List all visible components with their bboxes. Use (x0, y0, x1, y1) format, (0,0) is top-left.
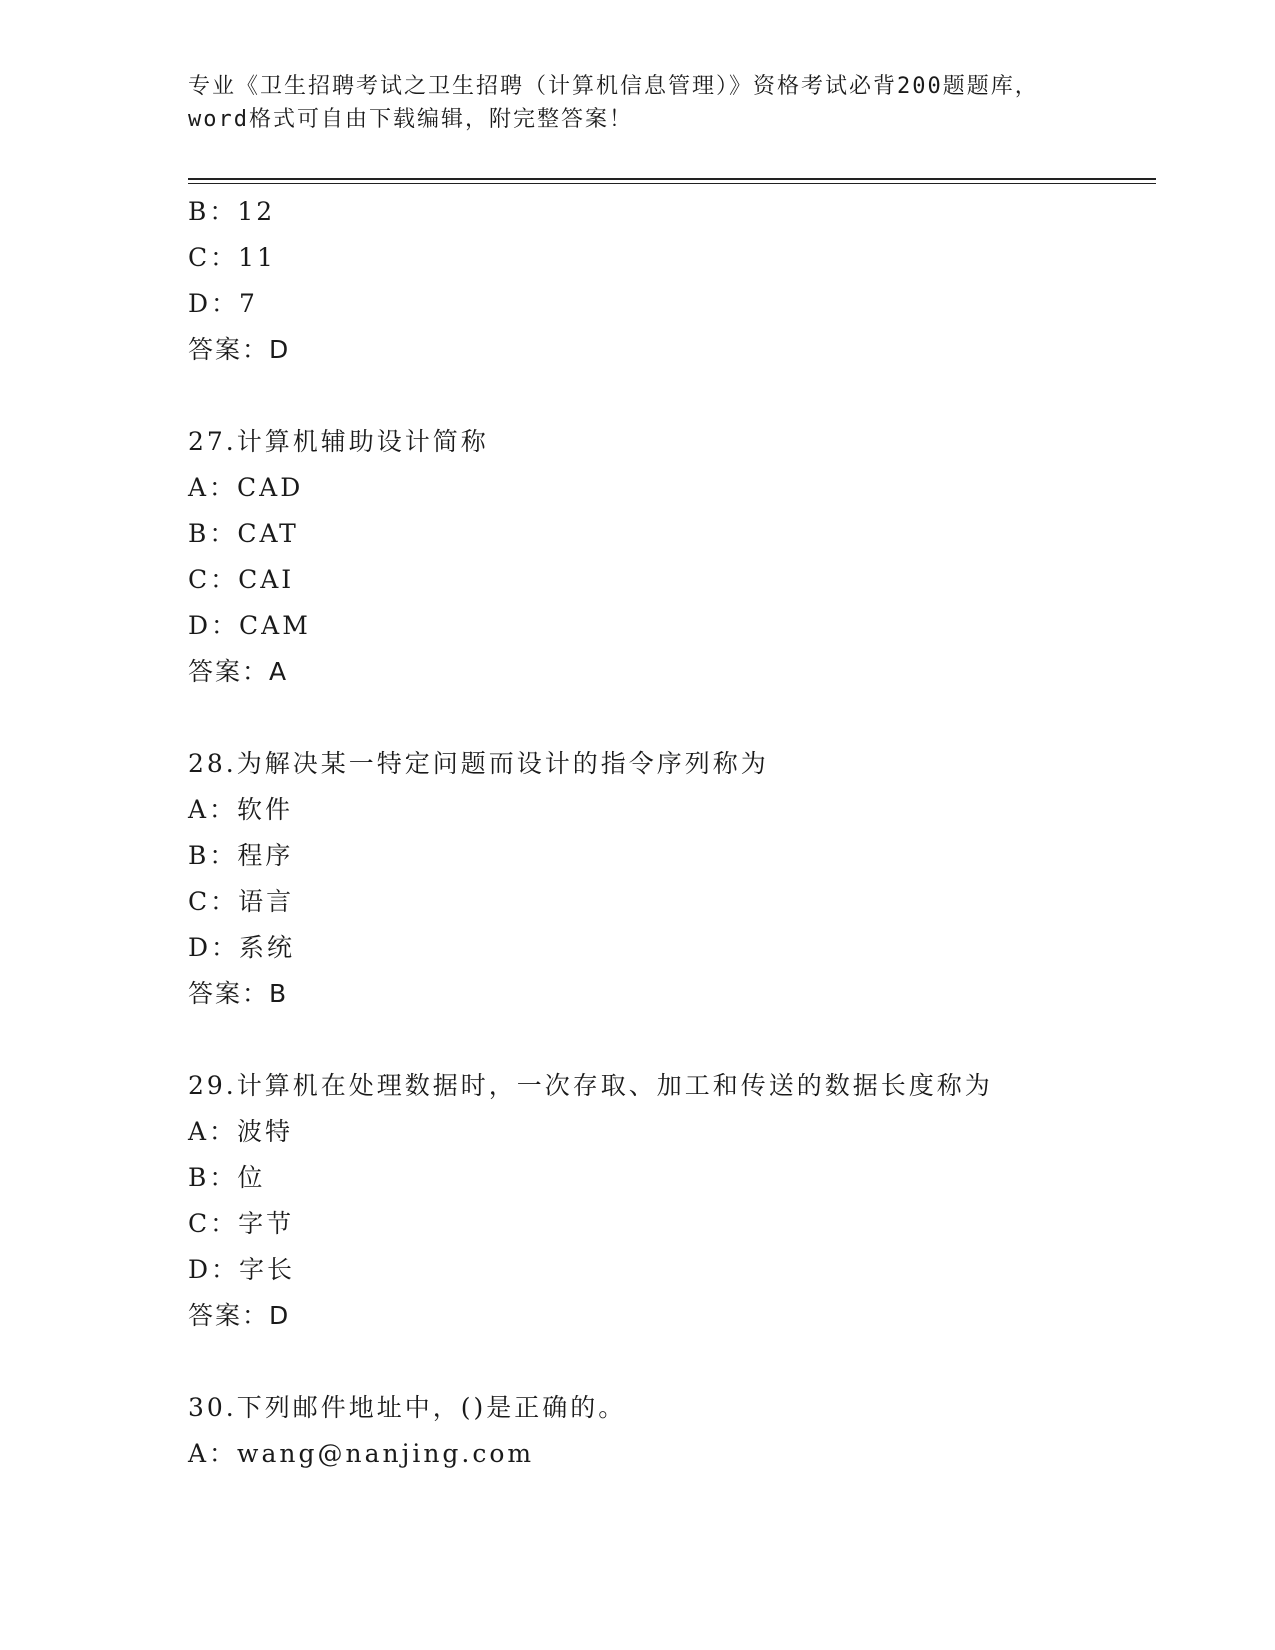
question-stem: 28.为解决某一特定问题而设计的指令序列称为 (188, 749, 769, 778)
answer-line: 答案：D (188, 335, 291, 364)
answer-line: 答案：B (188, 979, 289, 1008)
option-d: D：系统 (188, 933, 296, 962)
question-list (188, 189, 1158, 1477)
option-c: C：11 (188, 243, 276, 272)
option-a: A：wang@nanjing.com (188, 1439, 535, 1468)
option-d: D：7 (188, 289, 258, 318)
document-header (188, 70, 1158, 136)
header-title-line-1: 专业《卫生招聘考试之卫生招聘（计算机信息管理）》资格考试必背200题题库， (188, 74, 1039, 99)
option-a: A：CAD (188, 473, 304, 502)
question-28 (188, 741, 1158, 1017)
question-stem: 27.计算机辅助设计简称 (188, 427, 489, 456)
question-27 (188, 419, 1158, 695)
document-page (188, 70, 1158, 1477)
answer-line: 答案：D (188, 1301, 291, 1330)
option-a: A：软件 (188, 795, 294, 824)
option-b: B：12 (188, 197, 276, 226)
header-divider (188, 178, 1156, 184)
question-stem: 30.下列邮件地址中，()是正确的。 (188, 1393, 627, 1422)
header-title-line-2: word格式可自由下载编辑，附完整答案！ (188, 107, 633, 132)
question-26-continued (188, 189, 1158, 373)
option-b: B：CAT (188, 519, 299, 548)
option-c: C：字节 (188, 1209, 295, 1238)
option-b: B：程序 (188, 841, 294, 870)
option-b: B：位 (188, 1163, 266, 1192)
question-stem: 29.计算机在处理数据时，一次存取、加工和传送的数据长度称为 (188, 1071, 993, 1100)
answer-line: 答案：A (188, 657, 289, 686)
option-a: A：波特 (188, 1117, 294, 1146)
question-30 (188, 1385, 1158, 1477)
option-d: D：CAM (188, 611, 311, 640)
option-c: C：CAI (188, 565, 295, 594)
question-29 (188, 1063, 1158, 1339)
option-d: D：字长 (188, 1255, 296, 1284)
option-c: C：语言 (188, 887, 295, 916)
